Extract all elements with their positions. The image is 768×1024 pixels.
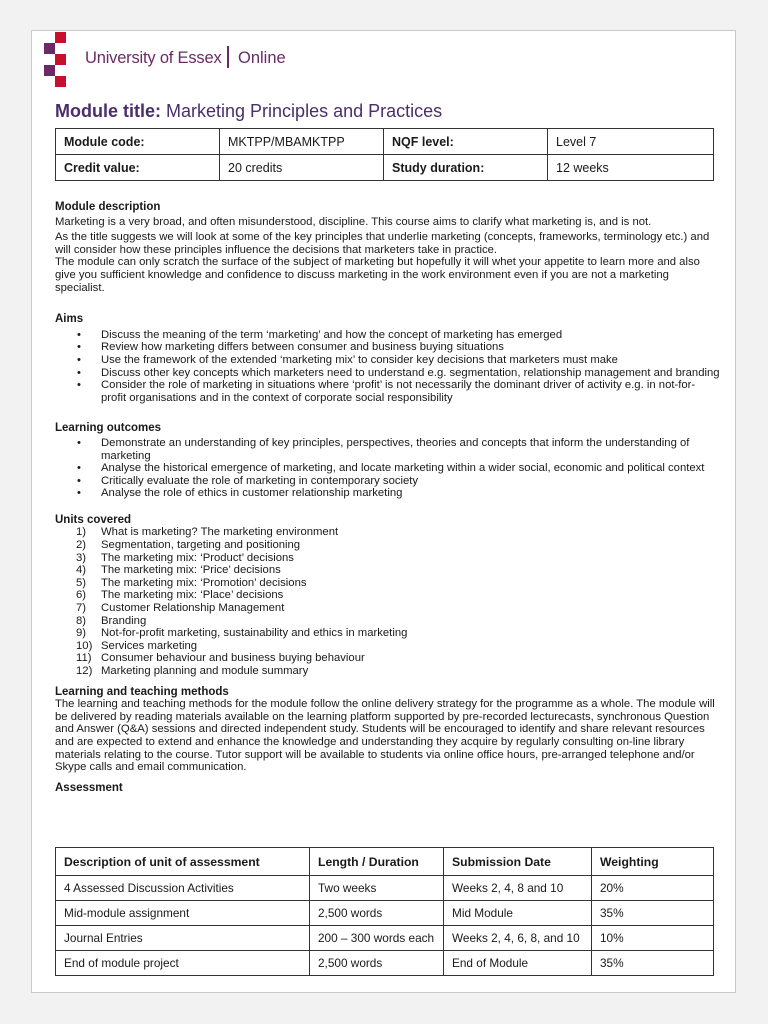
study-duration-value: 12 weeks [548, 155, 714, 181]
section-heading: Learning outcomes [55, 422, 162, 435]
units-list [55, 526, 720, 677]
description-paragraph: Marketing is a very broad, and often misunderstood, discipline. This course aims to clarify what marketing is, and is not. [55, 215, 652, 228]
unit-number: 8) [76, 614, 87, 627]
aims-list [55, 329, 720, 405]
list-item [55, 615, 720, 628]
table-row [56, 951, 714, 976]
list-item [55, 627, 720, 640]
unit-title: Consumer behaviour and business buying behaviour [101, 652, 365, 665]
credit-value-label: Credit value: [56, 155, 220, 181]
unit-number: 4) [76, 564, 87, 577]
module-info-table [55, 128, 714, 181]
module-title [55, 101, 442, 122]
table-cell: Mid-module assignment [56, 901, 310, 926]
table-cell: 35% [592, 951, 714, 976]
list-item [55, 640, 720, 653]
unit-title: Segmentation, targeting and positioning [101, 539, 301, 552]
list-item [55, 602, 720, 615]
unit-number: 3) [76, 551, 87, 564]
column-header: Description of unit of assessment [56, 848, 310, 876]
unit-number: 5) [76, 576, 87, 589]
logo-square-icon [55, 32, 66, 43]
logo-square-icon [44, 65, 55, 76]
table-row [56, 926, 714, 951]
unit-title: The marketing mix: ‘Product’ decisions [101, 551, 294, 564]
table-cell: 2,500 words [310, 901, 444, 926]
unit-title: Services marketing [101, 639, 198, 652]
table-cell: Weeks 2, 4, 8 and 10 [444, 876, 592, 901]
table-cell: End of Module [444, 951, 592, 976]
unit-title: Branding [101, 614, 147, 627]
table-cell: 4 Assessed Discussion Activities [56, 876, 310, 901]
list-item: • Demonstrate an understanding of key principles, perspectives, theories and concepts that inform the understanding of marketing [55, 437, 720, 462]
module-code-value: MKTPP/MBAMKTPP [220, 129, 384, 155]
module-content [55, 201, 720, 794]
list-item: • Use the framework of the extended ‘marketing mix’ to consider key decisions that marketers must make [55, 354, 720, 367]
unit-title: The marketing mix: ‘Place’ decisions [101, 589, 284, 602]
outcomes-list [55, 437, 720, 500]
unit-number: 11) [76, 652, 92, 665]
column-header: Submission Date [444, 848, 592, 876]
list-item: • Discuss the meaning of the term ‘marketing’ and how the concept of marketing has emerged [55, 329, 720, 342]
table-row [56, 129, 714, 155]
unit-number: 12) [76, 665, 93, 677]
unit-number: 7) [76, 602, 87, 615]
unit-number: 9) [76, 627, 87, 640]
logo-square-icon [55, 54, 66, 65]
table-cell: 10% [592, 926, 714, 951]
list-item [55, 526, 720, 539]
logo-square-icon [44, 43, 55, 54]
list-item [55, 577, 720, 590]
table-cell: Weeks 2, 4, 6, 8, and 10 [444, 926, 592, 951]
table-row [56, 901, 714, 926]
logo-wordmark: University of Essex [85, 49, 222, 67]
unit-title: The marketing mix: ‘Price’ decisions [101, 564, 281, 577]
unit-title: Not-for-profit marketing, sustainability and ethics in marketing [101, 627, 408, 640]
unit-title: What is marketing? The marketing environment [101, 526, 339, 539]
table-cell: 20% [592, 876, 714, 901]
list-item: • Review how marketing differs between consumer and business buying situations [55, 341, 720, 354]
table-header-row [56, 848, 714, 876]
unit-number: 2) [76, 539, 87, 552]
document-page [31, 30, 736, 993]
table-cell: 2,500 words [310, 951, 444, 976]
list-item [55, 665, 720, 678]
list-item [55, 552, 720, 565]
unit-title: Marketing planning and module summary [101, 665, 309, 677]
module-title-label: Module title: [55, 101, 161, 121]
section-heading: Module description [55, 201, 161, 213]
column-header: Length / Duration [310, 848, 444, 876]
section-heading: Learning and teaching methods [55, 685, 229, 698]
list-item: • Analyse the role of ethics in customer relationship marketing [55, 487, 720, 500]
list-item: • Analyse the historical emergence of marketing, and locate marketing within a wider social, economic and political context [55, 462, 720, 475]
section-heading: Assessment [55, 781, 123, 794]
nqf-level-value: Level 7 [548, 129, 714, 155]
assessment-table [55, 847, 714, 976]
nqf-level-label: NQF level: [384, 129, 548, 155]
unit-title: The marketing mix: ‘Promotion’ decisions [101, 576, 307, 589]
table-row [56, 876, 714, 901]
unit-number: 6) [76, 589, 87, 602]
section-heading: Aims [55, 313, 84, 326]
list-item [55, 652, 720, 665]
description-paragraph: The module can only scratch the surface of the subject of marketing but hopefully it will whet your appetite to learn more and also give you sufficient knowledge and confidence to discuss marketing in the work environment even if you are not a marketing specialist. [55, 256, 700, 294]
list-item: • Consider the role of marketing in situations where ‘profit’ is not necessarily the dominant driver of activity e.g. in not-for-profit organisations and in the context of corporate social responsibility [55, 379, 720, 404]
table-cell: 35% [592, 901, 714, 926]
list-item [55, 589, 720, 602]
list-item: • Critically evaluate the role of marketing in contemporary society [55, 475, 720, 488]
logo-online-label: Online [238, 49, 286, 67]
table-cell: Mid Module [444, 901, 592, 926]
table-row [56, 155, 714, 181]
logo-square-icon [55, 76, 66, 87]
study-duration-label: Study duration: [384, 155, 548, 181]
list-item: • Discuss other key concepts which marketers need to understand e.g. segmentation, relationship management and branding [55, 367, 720, 380]
unit-title: Customer Relationship Management [101, 602, 285, 615]
module-code-label: Module code: [56, 129, 220, 155]
unit-number: 10) [76, 639, 93, 652]
logo-divider [227, 46, 229, 68]
table-cell: 200 – 300 words each [310, 926, 444, 951]
table-cell: Two weeks [310, 876, 444, 901]
module-title-value: Marketing Principles and Practices [166, 101, 443, 121]
section-heading: Units covered [55, 513, 132, 526]
table-cell: Journal Entries [56, 926, 310, 951]
table-cell: End of module project [56, 951, 310, 976]
description-paragraph: As the title suggests we will look at some of the key principles that underlie marketing (concepts, frameworks, terminology etc.) and will consider how these principles influence the decisions that marketers take in practice. [55, 231, 710, 256]
university-logo [42, 31, 302, 91]
credit-value: 20 credits [220, 155, 384, 181]
list-item [55, 539, 720, 552]
column-header: Weighting [592, 848, 714, 876]
teaching-paragraph: The learning and teaching methods for the module follow the online delivery strategy for the programme as a whole. The module will be delivered by reading materials available on the learning platform supported by pre-recorded lecturecasts, synchronous Question and Answer (Q&A) sessions and directed independent study. Students will be encouraged to identify and share relevant resources and are expected to extend and enhance the knowledge and understanding they acquire by regularly consulting on-line library materials relating to the course. Tutor support will be available to students via online office hours, pre-arranged telephone and/or Skype calls and email communication. [55, 698, 715, 774]
list-item [55, 564, 720, 577]
unit-number: 1) [76, 526, 87, 539]
